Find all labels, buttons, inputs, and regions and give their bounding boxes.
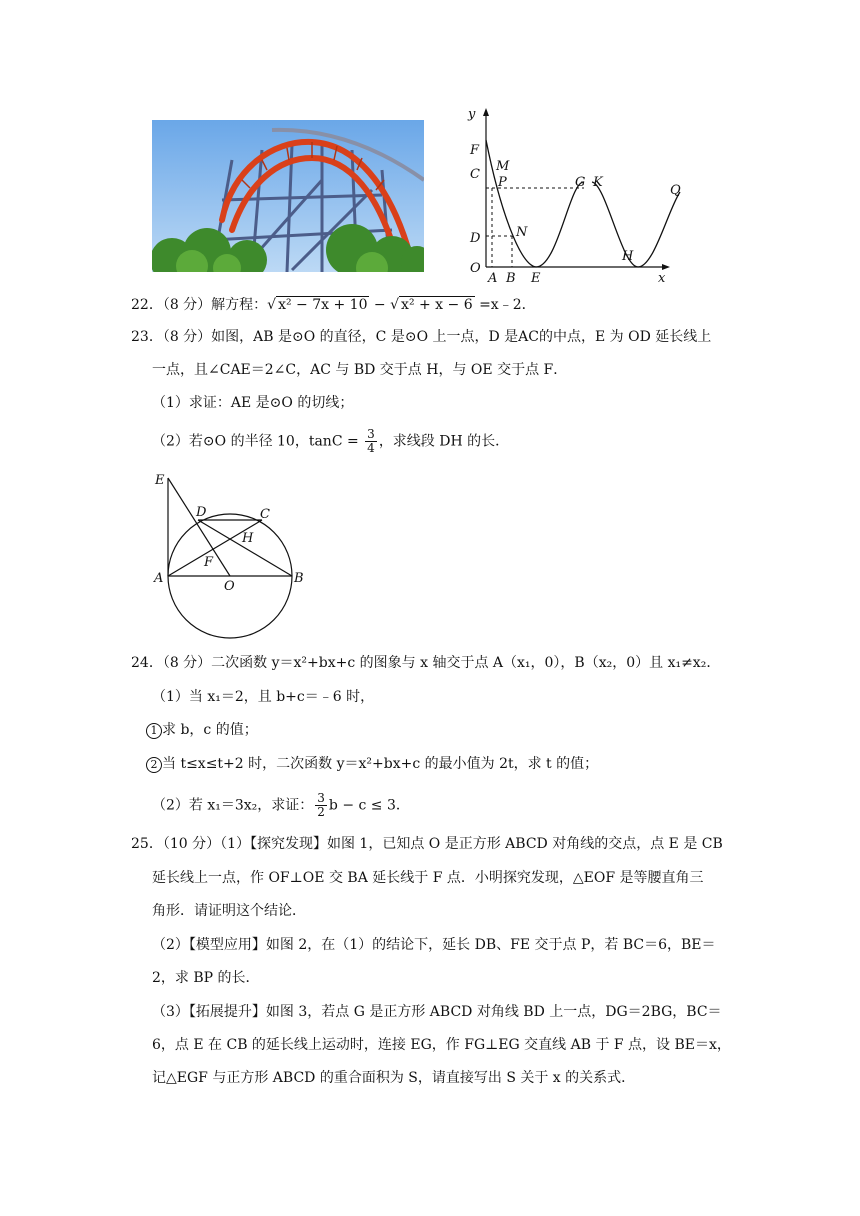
question-23-part-2 [152,428,509,455]
segment-ac [168,520,262,576]
q24-sub2-text: 当 t≤x≤t+2 时，二次函数 y＝x²+bx+c 的最小值为 2t，求 t 的值； [162,756,599,772]
q24-sub1-circled-number: 1 [146,723,162,739]
circle-label-H: H [242,531,254,546]
circle-geometry-figure [150,468,320,640]
label-x: x [658,271,666,286]
q23-fraction [365,428,377,455]
question-24-part-1: （1）当 x₁＝2，且 b+c＝﹣6 时， [152,689,375,705]
question-22: 22．（8 分）解方程：√ x² − 7x + 10 − √ x² + x − 6 =x﹣2． [131,297,536,313]
question-24-line-1: 24．（8 分）二次函数 y＝x²+bx+c 的图象与 x 轴交于点 A（x₁，0），B（x₂，0）且 x₁≠x₂． [131,655,721,671]
q24-fraction [315,792,327,819]
curve-segment-2 [592,182,680,267]
label-Q: Q [670,183,681,198]
circle-label-E: E [155,473,165,488]
q24-fraction-denominator: 2 [317,805,325,819]
label-A: A [488,271,498,286]
question-25-line-7: 6，点 E 在 CB 的延长线上运动时，连接 EG，作 FG⊥EG 交直线 AB 于 F 点，设 BE＝x， [152,1037,731,1053]
circle-label-A: A [154,571,164,586]
circle-label-C: C [260,507,270,522]
roller-coaster-illustration [152,120,424,272]
question-25-line-8: 记△EGF 与正方形 ABCD 的重合面积为 S，请直接写出 S 关于 x 的关系式． [152,1070,636,1086]
question-24-part-2 [152,792,410,819]
circle-label-O: O [224,579,235,594]
circle-label-F: F [204,555,214,570]
label-N: N [516,225,528,240]
question-24-sub-1 [146,720,258,740]
label-D: D [470,231,481,246]
q24-part2-tail: b − c ≤ 3． [328,797,410,814]
question-23-line-1: 23．（8 分）如图，AB 是⊙O 的直径，C 是⊙O 上一点，D 是AC的中点，E 为 OD 延长线上 [131,329,712,345]
circle-label-B: B [294,571,304,586]
q22-suffix: =x﹣2． [474,297,536,313]
roller-coaster-photo [152,120,424,272]
label-y: y [468,107,476,122]
label-M: M [496,159,510,174]
question-25-line-2: 延长线上一点，作 OF⊥OE 交 BA 延长线于 F 点．小明探究发现，△EOF 是等腰直角三 [152,870,704,886]
question-25-line-3: 角形．请证明这个结论． [152,903,306,919]
q23-part2-tail: ，求线段 DH 的长． [378,433,510,450]
q24-sub1-text: 求 b，c 的值； [162,722,258,738]
label-E: E [531,271,541,286]
question-24-sub-2 [146,754,598,774]
q22-prefix: 22．（8 分）解方程： [131,297,268,313]
q23-fraction-denominator: 4 [367,441,375,455]
q24-sub2-circled-number: 2 [146,757,162,773]
question-25-line-4: （2）【模型应用】如图 2，在（1）的结论下，延长 DB、FE 交于点 P，若 BC＝6，BE＝ [152,937,716,953]
label-O: O [470,261,481,276]
question-23-line-2: 一点，且∠CAE＝2∠C，AC 与 BD 交于点 H，与 OE 交于点 F． [152,362,568,378]
q22-radicand-2: x² + x − 6 [401,297,473,313]
label-K: K [593,175,603,190]
question-25-line-6: （3）【拓展提升】如图 3，若点 G 是正方形 ABCD 对角线 BD 上一点，DG＝2BG，BC＝ [152,1004,722,1020]
q22-minus: − [369,297,391,313]
label-F: F [470,143,480,158]
q23-fraction-numerator: 3 [367,427,375,441]
circle-label-D: D [196,505,207,520]
label-G: G [575,175,586,190]
question-25-line-5: 2，求 BP 的长． [152,970,260,986]
question-23-part-1: （1）求证：AE 是⊙O 的切线； [152,395,354,411]
q23-part2-text: （2）若⊙O 的半径 10，tanC = [152,433,364,450]
label-C: C [470,167,480,182]
question-25-line-1: 25．（10 分）（1）【探究发现】如图 1，已知点 O 是正方形 ABCD 对角线的交点，点 E 是 CB [131,836,723,852]
q22-radicand-1: x² − 7x + 10 [278,297,368,313]
label-P: P [498,175,507,190]
label-H: H [622,249,634,264]
q24-part2-text: （2）若 x₁＝3x₂，求证： [152,797,314,814]
coaster-function-graph [440,100,700,290]
q24-fraction-numerator: 3 [317,791,325,805]
segment-eo [168,478,230,576]
label-B: B [506,271,516,286]
